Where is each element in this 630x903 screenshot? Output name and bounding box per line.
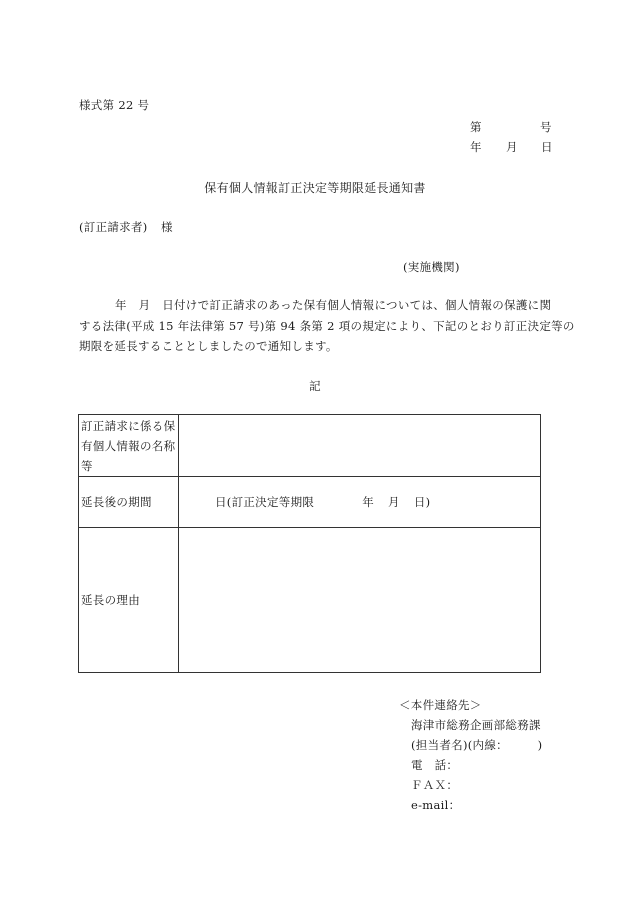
contact-block xyxy=(399,695,542,815)
contact-email: e-mail： xyxy=(411,798,461,812)
contact-fax: ＦＡＸ： xyxy=(411,778,459,792)
document-number-suffix: 号 xyxy=(540,120,552,134)
extension-reason-value xyxy=(179,528,541,673)
extension-reason-label: 延長の理由 xyxy=(79,528,179,673)
contact-heading: ＜本件連絡先＞ xyxy=(399,698,482,712)
document-title: 保有個人情報訂正決定等期限延長通知書 xyxy=(204,181,426,195)
contact-phone: 電 話： xyxy=(411,758,459,772)
period-days-text: 日(訂正決定等期限 xyxy=(215,495,315,509)
body-line: する法律(平成 15 年法律第 57 号)第 94 条第 2 項の規定により、下記のとおり訂正決定等の xyxy=(79,318,575,333)
recipient-honorific: 様 xyxy=(161,220,173,234)
extended-period-label: 延長後の期間 xyxy=(79,477,179,528)
info-name-value xyxy=(179,415,541,477)
table-row xyxy=(79,415,541,477)
agency-label: (実施機関) xyxy=(403,260,460,274)
period-month-text: 月 xyxy=(388,495,400,509)
period-day-text: 日) xyxy=(413,495,431,509)
body-line: 期限を延長することとしましたので通知します。 xyxy=(79,339,338,353)
table-row xyxy=(79,477,541,528)
details-table xyxy=(78,414,541,673)
contact-person: (担当者名)(内線： ) xyxy=(411,738,543,752)
recipient-label: (訂正請求者) xyxy=(79,220,148,234)
form-number: 様式第 22 号 xyxy=(79,98,150,112)
notice-body xyxy=(79,295,575,357)
date-year-label: 年 xyxy=(470,140,482,154)
ki-heading: 記 xyxy=(309,379,321,393)
info-name-label: 訂正請求に係る保有個人情報の名称等 xyxy=(79,415,179,477)
body-line: 年 月 日付けで訂正請求のあった保有個人情報については、個人情報の保護に関 xyxy=(115,298,552,312)
date-month-label: 月 xyxy=(506,140,518,154)
contact-department: 海津市総務企画部総務課 xyxy=(411,718,541,732)
period-year-text: 年 xyxy=(362,495,374,509)
date-day-label: 日 xyxy=(541,140,553,154)
document-number-prefix: 第 xyxy=(470,120,482,134)
table-row xyxy=(79,528,541,673)
extended-period-value xyxy=(179,477,541,528)
